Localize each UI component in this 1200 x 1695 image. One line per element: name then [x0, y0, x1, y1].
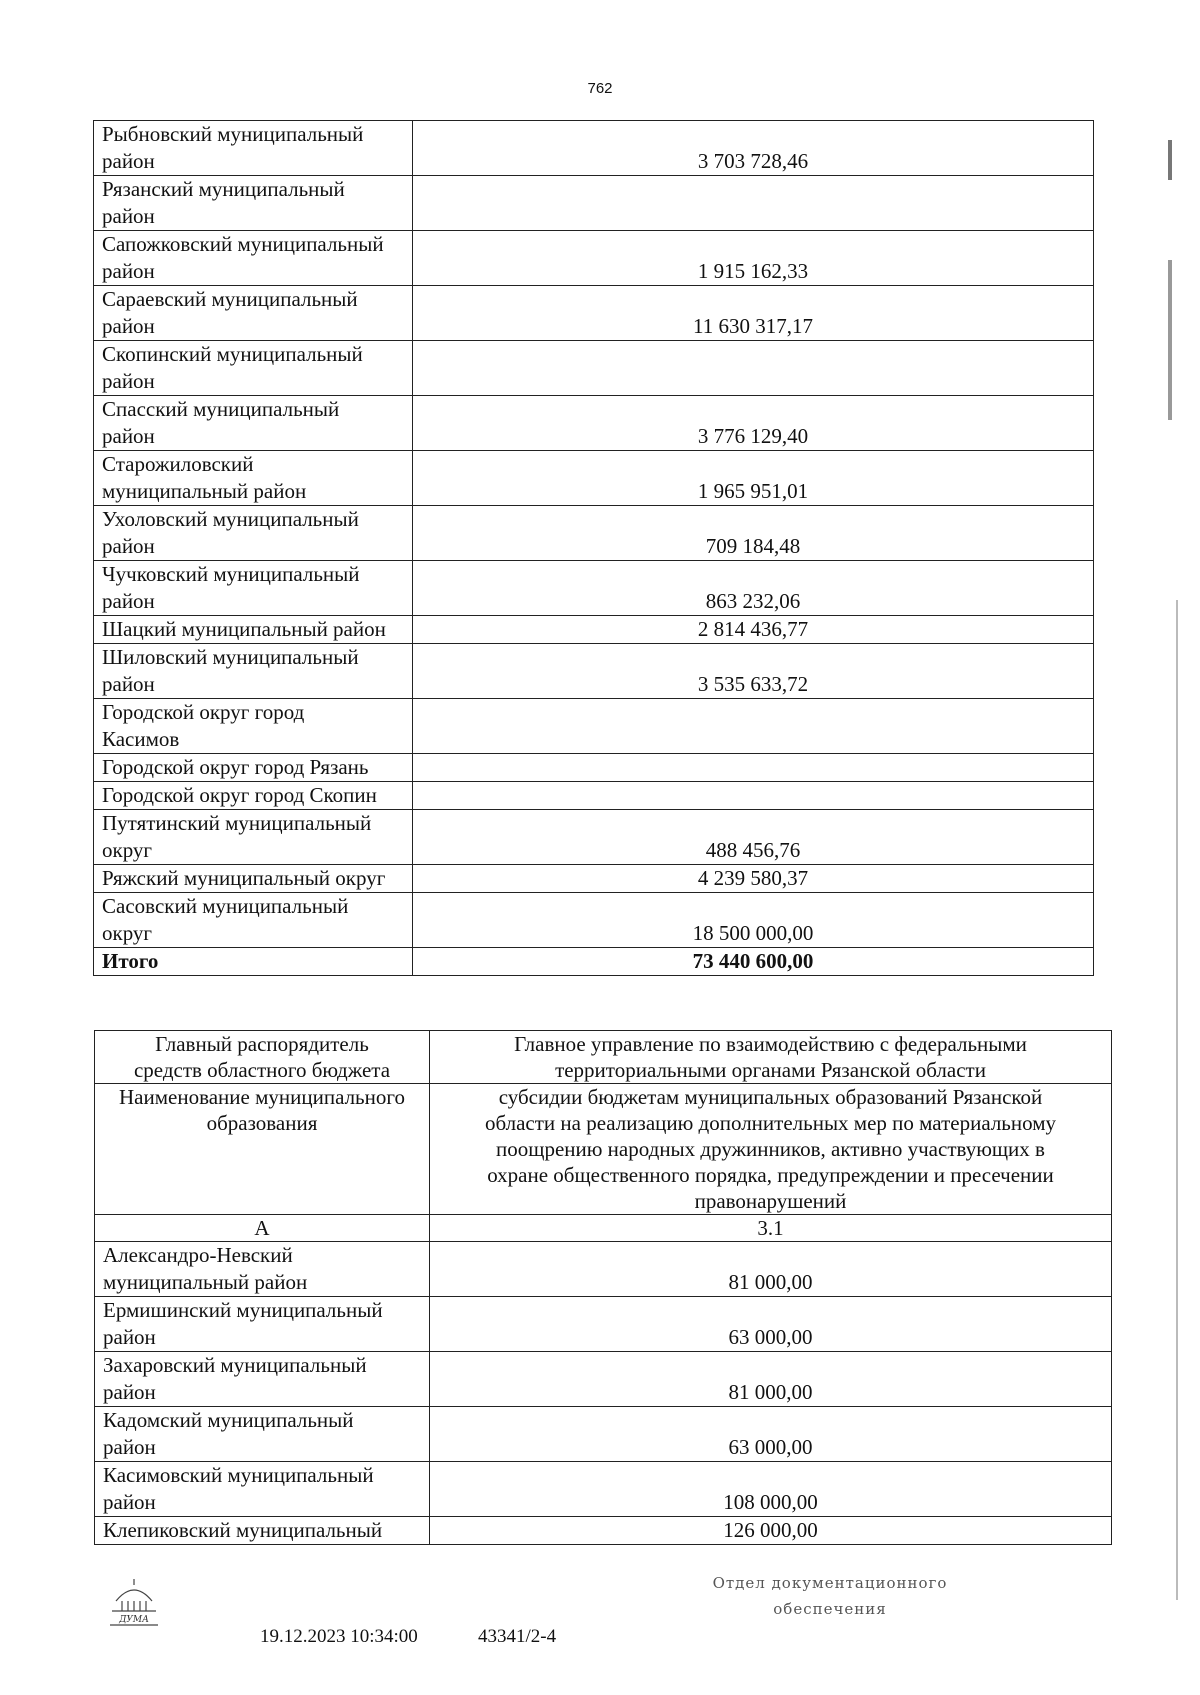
subsidy-value: 81 000,00 [430, 1352, 1112, 1407]
allocation-value [413, 176, 1094, 231]
scan-edge-mark [1176, 600, 1178, 1600]
table-row [94, 865, 1094, 893]
municipality-name: Сапожковский муниципальный район [94, 231, 413, 286]
table-row [94, 644, 1094, 699]
municipality-name: Чучковский муниципальный район [94, 561, 413, 616]
table-row [94, 286, 1094, 341]
header-administrator-name: Главное управление по взаимодействию с федеральными территориальными органами Рязанской области [430, 1031, 1112, 1084]
footer-doc-number: 43341/2-4 [478, 1626, 557, 1647]
municipality-name: Сасовский муниципальный округ [94, 893, 413, 948]
allocation-value: 18 500 000,00 [413, 893, 1094, 948]
municipality-name: Сараевский муниципальный район [94, 286, 413, 341]
municipality-name: Кадомский муниципальный район [95, 1407, 430, 1462]
municipality-name: Городской округ город Рязань [94, 754, 413, 782]
allocation-value: 1 915 162,33 [413, 231, 1094, 286]
allocation-value: 863 232,06 [413, 561, 1094, 616]
total-label: Итого [94, 948, 413, 976]
table-row [95, 1242, 1112, 1297]
table-row [95, 1517, 1112, 1545]
scan-edge-mark [1168, 140, 1172, 180]
table-subheader-row [95, 1084, 1112, 1215]
table-header-row [95, 1031, 1112, 1084]
column-index-a: А [95, 1215, 430, 1242]
municipality-name: Городской округ город Касимов [94, 699, 413, 754]
footer-datetime: 19.12.2023 10:34:00 [260, 1626, 418, 1647]
allocation-value [413, 754, 1094, 782]
municipality-name: Рыбновский муниципальный район [94, 121, 413, 176]
subsidy-value: 108 000,00 [430, 1462, 1112, 1517]
table-row [94, 810, 1094, 865]
municipality-name: Старожиловский муниципальный район [94, 451, 413, 506]
municipality-name: Касимовский муниципальный район [95, 1462, 430, 1517]
municipal-allocation-table [93, 120, 1094, 976]
table-row [94, 782, 1094, 810]
allocation-value: 1 965 951,01 [413, 451, 1094, 506]
allocation-value [413, 699, 1094, 754]
department-stamp: Отдел документационного обеспечения [712, 1574, 948, 1618]
municipality-name: Ермишинский муниципальный район [95, 1297, 430, 1352]
municipality-name: Захаровский муниципальный район [95, 1352, 430, 1407]
header-budget-administrator: Главный распорядитель средств областного бюджета [95, 1031, 430, 1084]
table-row [94, 451, 1094, 506]
municipality-name: Спасский муниципальный район [94, 396, 413, 451]
allocation-value: 2 814 436,77 [413, 616, 1094, 644]
subsidy-value: 63 000,00 [430, 1297, 1112, 1352]
table-row [94, 341, 1094, 396]
table-row [94, 231, 1094, 286]
page-number: 762 [587, 80, 613, 97]
table-row [94, 616, 1094, 644]
allocation-value: 709 184,48 [413, 506, 1094, 561]
column-index-3-1: 3.1 [430, 1215, 1112, 1242]
logo-text: ДУМА [119, 1615, 149, 1625]
subsidy-value: 63 000,00 [430, 1407, 1112, 1462]
table-row [94, 893, 1094, 948]
subsidy-value: 81 000,00 [430, 1242, 1112, 1297]
table-row [94, 754, 1094, 782]
allocation-value: 3 703 728,46 [413, 121, 1094, 176]
subsidy-value: 126 000,00 [430, 1517, 1112, 1545]
total-row [94, 948, 1094, 976]
header-subsidy-description: субсидии бюджетам муниципальных образований Рязанской области на реализацию дополнительных мер по материальному поощрению народных дружинников, активно участвующих в охране общественного порядка, предупреждении и пресечении правонарушений [430, 1084, 1112, 1215]
allocation-value [413, 782, 1094, 810]
municipality-name: Рязанский муниципальный район [94, 176, 413, 231]
municipality-name: Скопинский муниципальный район [94, 341, 413, 396]
table-row [94, 699, 1094, 754]
table-row [94, 121, 1094, 176]
table-row [94, 561, 1094, 616]
duma-logo-icon [104, 1575, 164, 1627]
header-municipality-name: Наименование муниципального образования [95, 1084, 430, 1215]
table-row [94, 396, 1094, 451]
table-row [95, 1352, 1112, 1407]
allocation-value: 488 456,76 [413, 810, 1094, 865]
allocation-value: 4 239 580,37 [413, 865, 1094, 893]
municipality-name: Шацкий муниципальный район [94, 616, 413, 644]
column-index-row [95, 1215, 1112, 1242]
total-value: 73 440 600,00 [413, 948, 1094, 976]
subsidy-table [94, 1030, 1112, 1545]
table-row [95, 1297, 1112, 1352]
municipality-name: Ухоловский муниципальный район [94, 506, 413, 561]
scan-edge-mark [1168, 260, 1172, 420]
municipality-name: Клепиковский муниципальный [95, 1517, 430, 1545]
municipality-name: Шиловский муниципальный район [94, 644, 413, 699]
municipality-name: Городской округ город Скопин [94, 782, 413, 810]
table-row [95, 1462, 1112, 1517]
table-row [94, 506, 1094, 561]
table-row [94, 176, 1094, 231]
table-row [95, 1407, 1112, 1462]
allocation-value: 3 535 633,72 [413, 644, 1094, 699]
municipality-name: Александро-Невский муниципальный район [95, 1242, 430, 1297]
municipality-name: Ряжский муниципальный округ [94, 865, 413, 893]
allocation-value: 3 776 129,40 [413, 396, 1094, 451]
municipality-name: Путятинский муниципальный округ [94, 810, 413, 865]
allocation-value: 11 630 317,17 [413, 286, 1094, 341]
allocation-value [413, 341, 1094, 396]
